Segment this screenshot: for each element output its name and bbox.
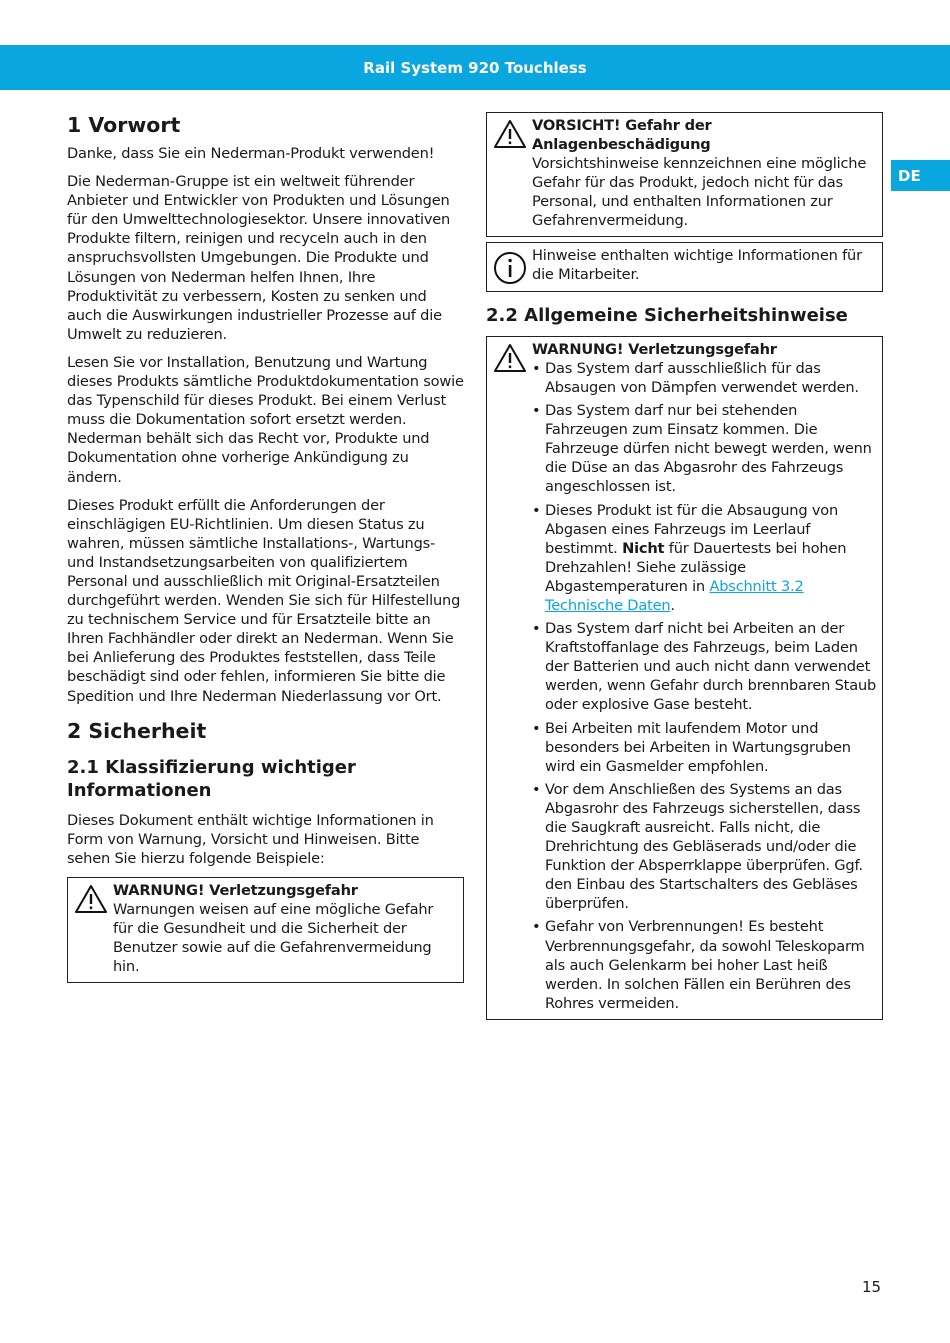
document-title: Rail System 920 Touchless [363, 58, 587, 77]
list-item: • Gefahr von Verbrennungen! Es besteht Verbrennungsgefahr, da sowohl Teleskoparm als auch Gelenkarm bei hoher Last heiß werden. In solchen Fällen ein Berühren des Rohres vermeiden. [532, 917, 878, 1012]
paragraph-read-docs: Lesen Sie vor Installation, Benutzung und Wartung dieses Produkts sämtliche Produktdokumentation sowie das Typenschild für dieses Produkt. Bei einem Verlust muss die Dokumentation sofort ersetzt werden. Nederman behält sich das Recht vor, Produkte und Dokumentation ohne vorherige Ankündigung zu ändern. [67, 353, 464, 486]
paragraph-eu-directives: Dieses Produkt erfüllt die Anforderungen der einschlägigen EU-Richtlinien. Um diesen Status zu wahren, müssen sämtliche Installations-, Wartungs- und Instandsetzungsarbeiten von qualifiziertem Personal und ausschließlich mit Original-Ersatzteilen durchgeführt werden. Wenden Sie sich für Hilfestellung zu technischem Service und für Ersatzteile bitte an Ihren Fachhändler oder direkt an Nederman. Wenn Sie bei Anlieferung des Produktes feststellen, dass Teile beschädigt sind oder fehlen, informieren Sie bitte die Spedition und Ihre Nederman Niederlassung vor Ort. [67, 496, 461, 705]
bullet-emphasis: Nicht [622, 539, 665, 557]
warning-example-body: Warnungen weisen auf eine mögliche Gefahr für die Gesundheit und die Sicherheit der Benutzer sowie auf die Gefahrenvermeidung hin. [113, 901, 434, 976]
bullet-text: . [670, 596, 675, 614]
heading-sicherheit: 2 Sicherheit [67, 718, 207, 743]
safety-warning-box [486, 336, 883, 1020]
warning-example-title: WARNUNG! Verletzungsgefahr [113, 881, 358, 899]
info-circle-icon [493, 251, 527, 281]
page-number: 15 [862, 1278, 882, 1296]
list-item: • Das System darf nur bei stehenden Fahrzeugen zum Einsatz kommen. Die Fahrzeuge dürfen nicht bewegt werden, wenn die Düse an das Abgasrohr des Fahrzeugs angeschlossen ist. [532, 401, 878, 496]
language-tab [891, 160, 950, 191]
bullet-text: Dieses Produkt ist für die Absaugung von Abgasen eines Fahrzeugs im Leerlauf bestimmt. [545, 501, 839, 557]
language-label: DE [898, 166, 921, 185]
caution-title: VORSICHT! Gefahr der Anlagenbeschädigung [532, 117, 712, 154]
bullet-text: für Dauertests bei hohen Drehzahlen! Siehe zulässige Abgastemperaturen in [545, 539, 847, 595]
caution-body: Vorsichtshinweise kennzeichnen eine mögliche Gefahr für das Produkt, jedoch nicht für das Personal, und enthalten Informationen zur Gefahrenvermeidung. [532, 155, 867, 230]
heading-vorwort: 1 Vorwort [67, 113, 181, 137]
paragraph-nederman-group: Die Nederman-Gruppe ist ein weltweit führender Anbieter und Entwickler von Produkten und Lösungen für den Umwelttechnologiesektor. Unsere innovativen Produkte filtern, reinigen und recyceln auch in den anspruchsvollsten Umgebungen. Die Produkte und Lösungen von Nederman helfen Ihnen, Ihre Produktivität zu verbessern, Kosten zu senken und auch die Auswirkungen industrieller Prozesse auf die Umwelt zu reduzieren. [67, 173, 451, 343]
warning-triangle-icon [74, 884, 108, 914]
heading-allgemeine-sicherheitshinweise: 2.2 Allgemeine Sicherheitshinweise [486, 304, 848, 326]
section-link-technische-daten[interactable]: Abschnitt 3.2 Technische Daten [545, 577, 804, 614]
header-bar [0, 45, 950, 90]
safety-warning-title: WARNUNG! Verletzungsgefahr [532, 340, 777, 358]
warning-example-box [67, 877, 464, 983]
list-item: • Das System darf ausschließlich für das Absaugen von Dämpfen verwendet werden. [532, 359, 878, 397]
safety-bullet-list [532, 359, 878, 1013]
info-box [486, 242, 883, 292]
list-item: • Das System darf nicht bei Arbeiten an der Kraftstoffanlage des Fahrzeugs, beim Laden der Batterien und auch nicht dann verwendet werden, wenn Gefahr durch brennbaren Staub oder explosive Gase besteht. [532, 619, 878, 714]
heading-klassifizierung: 2.1 Klassifizierung wichtiger Informationen [67, 756, 356, 801]
paragraph-klassifizierung: Dieses Dokument enthält wichtige Informationen in Form von Warnung, Vorsicht und Hinweisen. Bitte sehen Sie hierzu folgende Beispiele: [67, 811, 434, 867]
paragraph-thanks: Danke, dass Sie ein Nederman-Produkt verwenden! [67, 145, 435, 162]
list-item: • Bei Arbeiten mit laufendem Motor und besonders bei Arbeiten in Wartungsgruben wird ein Gasmelder empfohlen. [532, 719, 878, 776]
caution-box [486, 112, 883, 237]
list-item [532, 501, 878, 616]
warning-triangle-icon [493, 343, 527, 373]
warning-triangle-icon [493, 119, 527, 149]
list-item: • Vor dem Anschließen des Systems an das Abgasrohr des Fahrzeugs sicherstellen, dass die Saugkraft ausreicht. Falls nicht, die Drehrichtung des Gebläserads und/oder die Funktion der Absperrklappe überprüfen. Ggf. den Einbau des Startschalters des Gebläses überprüfen. [532, 780, 878, 914]
right-column [486, 112, 883, 1025]
info-body: Hinweise enthalten wichtige Informationen für die Mitarbeiter. [532, 246, 862, 283]
left-column [67, 108, 464, 988]
